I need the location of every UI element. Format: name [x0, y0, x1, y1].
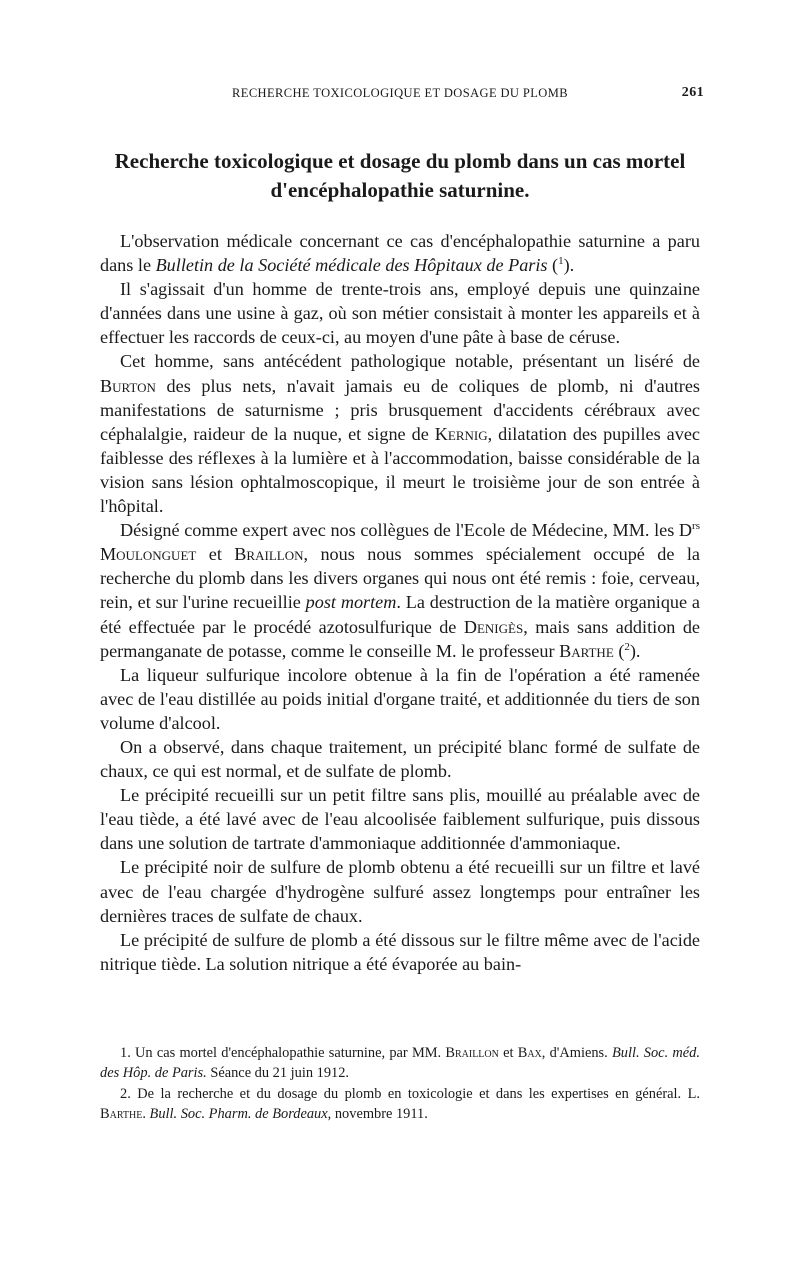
footnote-ref-1: 1	[558, 255, 564, 268]
text-run: L'observation médicale concernant ce cas d'encéphalopathie saturnine a paru dans le	[100, 231, 700, 276]
paragraph-4	[100, 518, 700, 663]
text-run: , d'Amiens.	[541, 1045, 612, 1061]
text-run: , dilatation des pupilles avec faiblesse des réflexes à la lumière et à l'accommodation, baisse considérable de la vision sans lésion ophtalmoscopique, il meurt le troisième jour de son entrée à l'hôpital.	[100, 423, 700, 517]
text-run: 2. De la recherche et du dosage du plomb en toxicologie et dans les expertises en général. L.	[120, 1085, 700, 1102]
footnote-ref-2: 2	[624, 640, 630, 653]
name-barthe: Barthe	[559, 640, 614, 661]
text-run: et	[498, 1045, 518, 1061]
text-run: , nous nous sommes spécialement occupé de la recherche du plomb dans les divers organes qui nous ont été remis : foie, cerveau, rein, et sur l'urine recueillie	[100, 544, 700, 613]
footnote-1	[100, 1043, 700, 1084]
text-run: Désigné comme expert avec nos collègues de l'Ecole de Médecine, MM. les D	[120, 520, 693, 541]
name-braillon: Braillon	[445, 1045, 499, 1061]
name-moulonguet: Moulonguet	[100, 544, 197, 565]
text-run: ).	[563, 255, 575, 276]
page-number: 261	[681, 85, 704, 100]
name-deniges: Denigès	[463, 616, 524, 637]
text-run: et	[196, 544, 235, 565]
text-run: (	[613, 640, 625, 661]
paragraph-9: Le précipité de sulfure de plomb a été dissous sur le filtre même avec de l'acide nitrique tiède. La solution nitrique a été évaporée au bain-	[100, 929, 700, 974]
article-title	[100, 147, 700, 205]
paragraph-7: Le précipité recueilli sur un petit filtre sans plis, mouillé au préalable avec de l'eau tiède, a été lavé avec de l'eau alcoolisée faiblement sulfurique, puis dissous dans une solution de tartrate d'ammoniaque additionnée d'ammoniaque.	[100, 785, 700, 854]
drs-superscript: rs	[692, 520, 700, 533]
name-bax: Bax	[517, 1045, 542, 1061]
text-run: Séance du 21 juin 1912.	[206, 1065, 350, 1082]
text-run: , novembre 1911.	[327, 1105, 428, 1122]
name-braillon: Braillon	[234, 544, 304, 565]
text-run: .	[142, 1105, 150, 1122]
running-head	[100, 85, 704, 101]
name-barthe: Barthe	[100, 1105, 143, 1122]
text-run: 1. Un cas mortel d'encéphalopathie saturnine, par MM.	[120, 1045, 446, 1061]
paragraph-8: Le précipité noir de sulfure de plomb obtenu a été recueilli sur un filtre et lavé avec de l'eau chargée d'hydrogène sulfuré assez longtemps pour entraîner les dernières traces de sulfate de chaux.	[100, 857, 700, 926]
text-run: des plus nets, n'avait jamais eu de coliques de plomb, ni d'autres manifestations de saturnisme ; pris brusquement d'accidents cérébraux avec céphalalgie, raideur de la nuque, et signe de	[100, 375, 700, 444]
article-title-line-2: d'encéphalopathie saturnine.	[270, 178, 530, 202]
text-run: Cet homme, sans antécédent pathologique notable, présentant un liséré de	[120, 351, 700, 372]
footnote-2	[100, 1084, 700, 1125]
paragraph-2: Il s'agissait d'un homme de trente-trois ans, employé depuis une quinzaine d'années dans une usine à gaz, où son métier consistait à monter les appareils et à effectuer les raccords de ceux-ci, au moyen d'une pâte à base de céruse.	[100, 279, 700, 348]
journal-title: Bull. Soc. méd. des Hôp. de Paris.	[100, 1045, 700, 1082]
text-run: . La destruction de la matière organique a été effectuée par le procédé azotosulfurique de	[100, 592, 700, 637]
journal-title: Bulletin de la Société médicale des Hôpitaux de Paris	[155, 255, 548, 276]
paragraph-5: La liqueur sulfurique incolore obtenue à la fin de l'opération a été ramenée avec de l'eau distillée au poids initial d'organe traité, et additionnée du tiers de son volume d'alcool.	[100, 664, 700, 733]
journal-title: Bull. Soc. Pharm. de Bordeaux	[149, 1105, 328, 1122]
paragraph-3	[100, 349, 700, 518]
text-run: ).	[629, 640, 641, 661]
name-burton: Burton	[100, 375, 156, 396]
text-run: (	[547, 255, 559, 276]
footnotes	[100, 1043, 700, 1124]
text-run: , mais sans addition de permanganate de potasse, comme le conseille M. le professeur	[100, 616, 700, 661]
post-mortem: post mortem	[305, 592, 397, 613]
article-title-line-1: Recherche toxicologique et dosage du plomb dans un cas mortel	[114, 149, 686, 173]
body-text	[100, 229, 700, 976]
running-title: RECHERCHE TOXICOLOGIQUE ET DOSAGE DU PLOMB	[232, 86, 568, 100]
paragraph-1	[100, 229, 700, 277]
name-kernig: Kernig	[434, 423, 488, 444]
paragraph-6: On a observé, dans chaque traitement, un précipité blanc formé de sulfate de chaux, ce qui est normal, et de sulfate de plomb.	[100, 736, 700, 782]
